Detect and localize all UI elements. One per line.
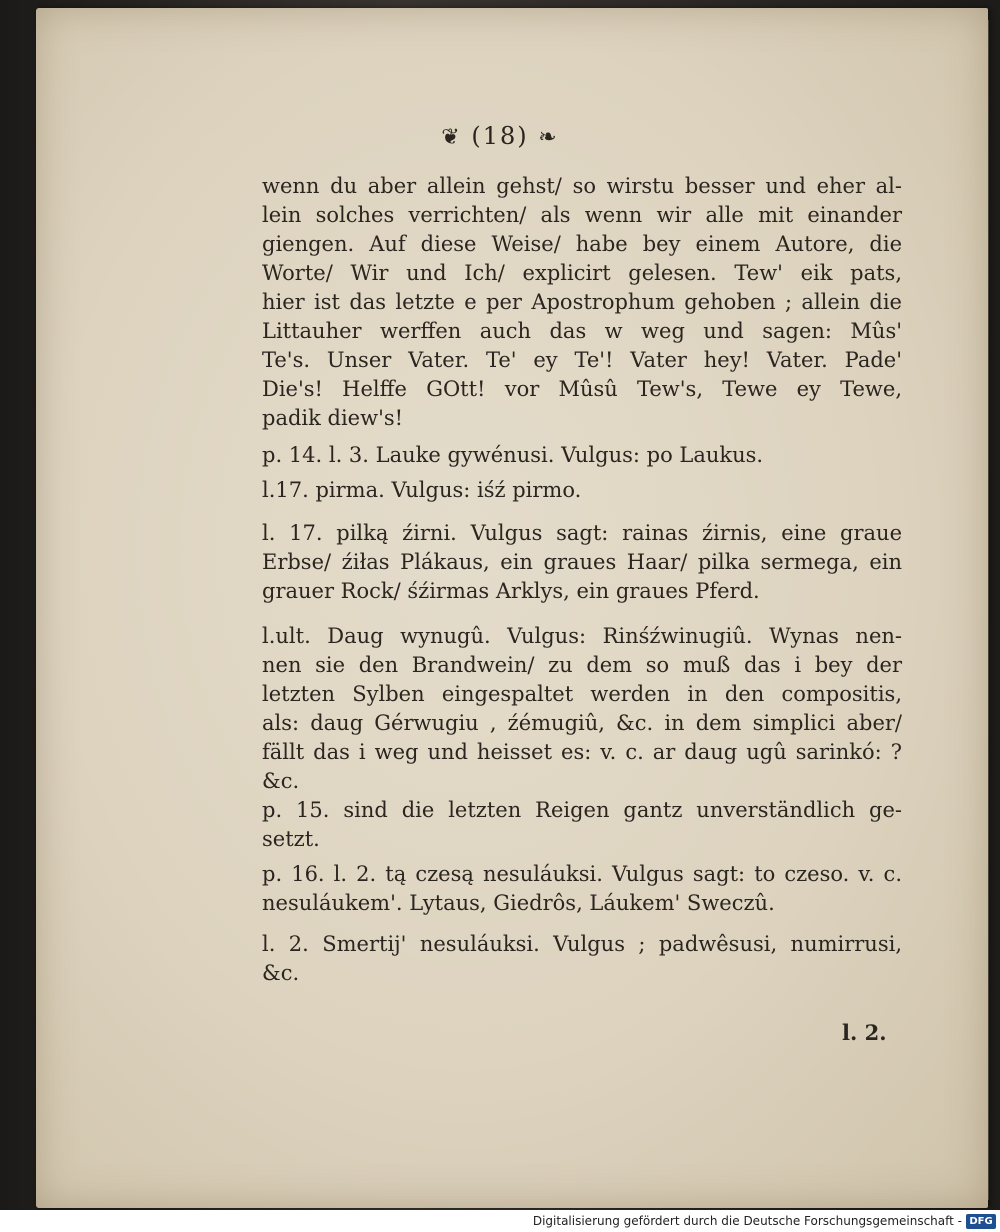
text-line: p. 16. l. 2. tą czesą nesuláuksi. Vulgus sagt: to czeso. v. c. [262,862,902,886]
text-line: padik diew's! [262,406,404,430]
text-line: l. 17. pilką źirni. Vulgus sagt: rainas źirnis, eine graue [262,521,902,545]
text-line: setzt. [262,827,320,851]
paragraph-8 [262,930,902,988]
text-line: nesuláukem'. Lytaus, Giedrôs, Láukem' Sweczû. [262,891,775,915]
paragraph-3 [262,476,902,505]
catchword: l. 2. [842,1020,887,1045]
ornament-left-icon: ❦ [441,125,462,150]
paragraph-6 [262,796,902,854]
text-line: &c. [262,769,300,793]
ornament-right-icon: ❧ [538,125,559,150]
text-line: wenn du aber allein gehst/ so wirstu besser und eher al- [262,174,902,198]
paragraph-1 [262,172,902,433]
text-line: hier ist das letzte e per Apostrophum gehoben ; allein die [262,290,902,314]
footer-credit: Digitalisierung gefördert durch die Deutsche Forschungsgemeinschaft - [532,1214,962,1228]
text-line: l.ult. Daug wynugû. Vulgus: Rinśźwinugiû. Wynas nen- [262,624,902,648]
text-line: lein solches verrichten/ als wenn wir alle mit einander [262,203,902,227]
text-line: grauer Rock/ śźirmas Arklys, ein graues Pferd. [262,579,760,603]
text-line: p. 14. l. 3. Lauke gywénusi. Vulgus: po Laukus. [262,443,764,467]
text-line: Die's! Helffe GOtt! vor Mûsû Tew's, Tewe ey Tewe, [262,377,902,401]
text-line: Littauher werffen auch das w weg und sagen: Mûs' [262,319,902,343]
paragraph-2 [262,441,902,470]
text-line: &c. [262,961,300,985]
paragraph-5 [262,622,902,796]
text-line: nen sie den Brandwein/ zu dem so muß das i bey der [262,653,902,677]
text-line: als: daug Gérwugiu , źémugiû, &c. in dem simplici aber/ [262,711,902,735]
text-line: l. 2. Smertij' nesuláuksi. Vulgus ; padwêsusi, numirrusi, [262,932,902,956]
text-line: Erbse/ źiłas Plákaus, ein graues Haar/ pilka sermega, ein [262,550,902,574]
paragraph-7 [262,860,902,918]
text-line: l.17. pirma. Vulgus: iśź pirmo. [262,478,582,502]
page-header [0,122,1000,150]
text-line: giengen. Auf diese Weise/ habe bey einem Autore, die [262,232,902,256]
text-line: fällt das i weg und heisset es: v. c. ar daug ugû sarinkó: ? [262,740,902,764]
page-number: (18) [471,122,529,150]
text-line: Te's. Unser Vater. Te' ey Te'! Vater hey! Vater. Pade' [262,348,902,372]
text-line: letzten Sylben eingespaltet werden in den compositis, [262,682,902,706]
text-line: Worte/ Wir und Ich/ explicirt gelesen. Tew' eik pats, [262,261,902,285]
paragraph-4 [262,519,902,606]
dfg-logo: DFG [966,1214,996,1229]
footer-bar [0,1210,1000,1232]
text-line: p. 15. sind die letzten Reigen gantz unverständlich ge- [262,798,902,822]
